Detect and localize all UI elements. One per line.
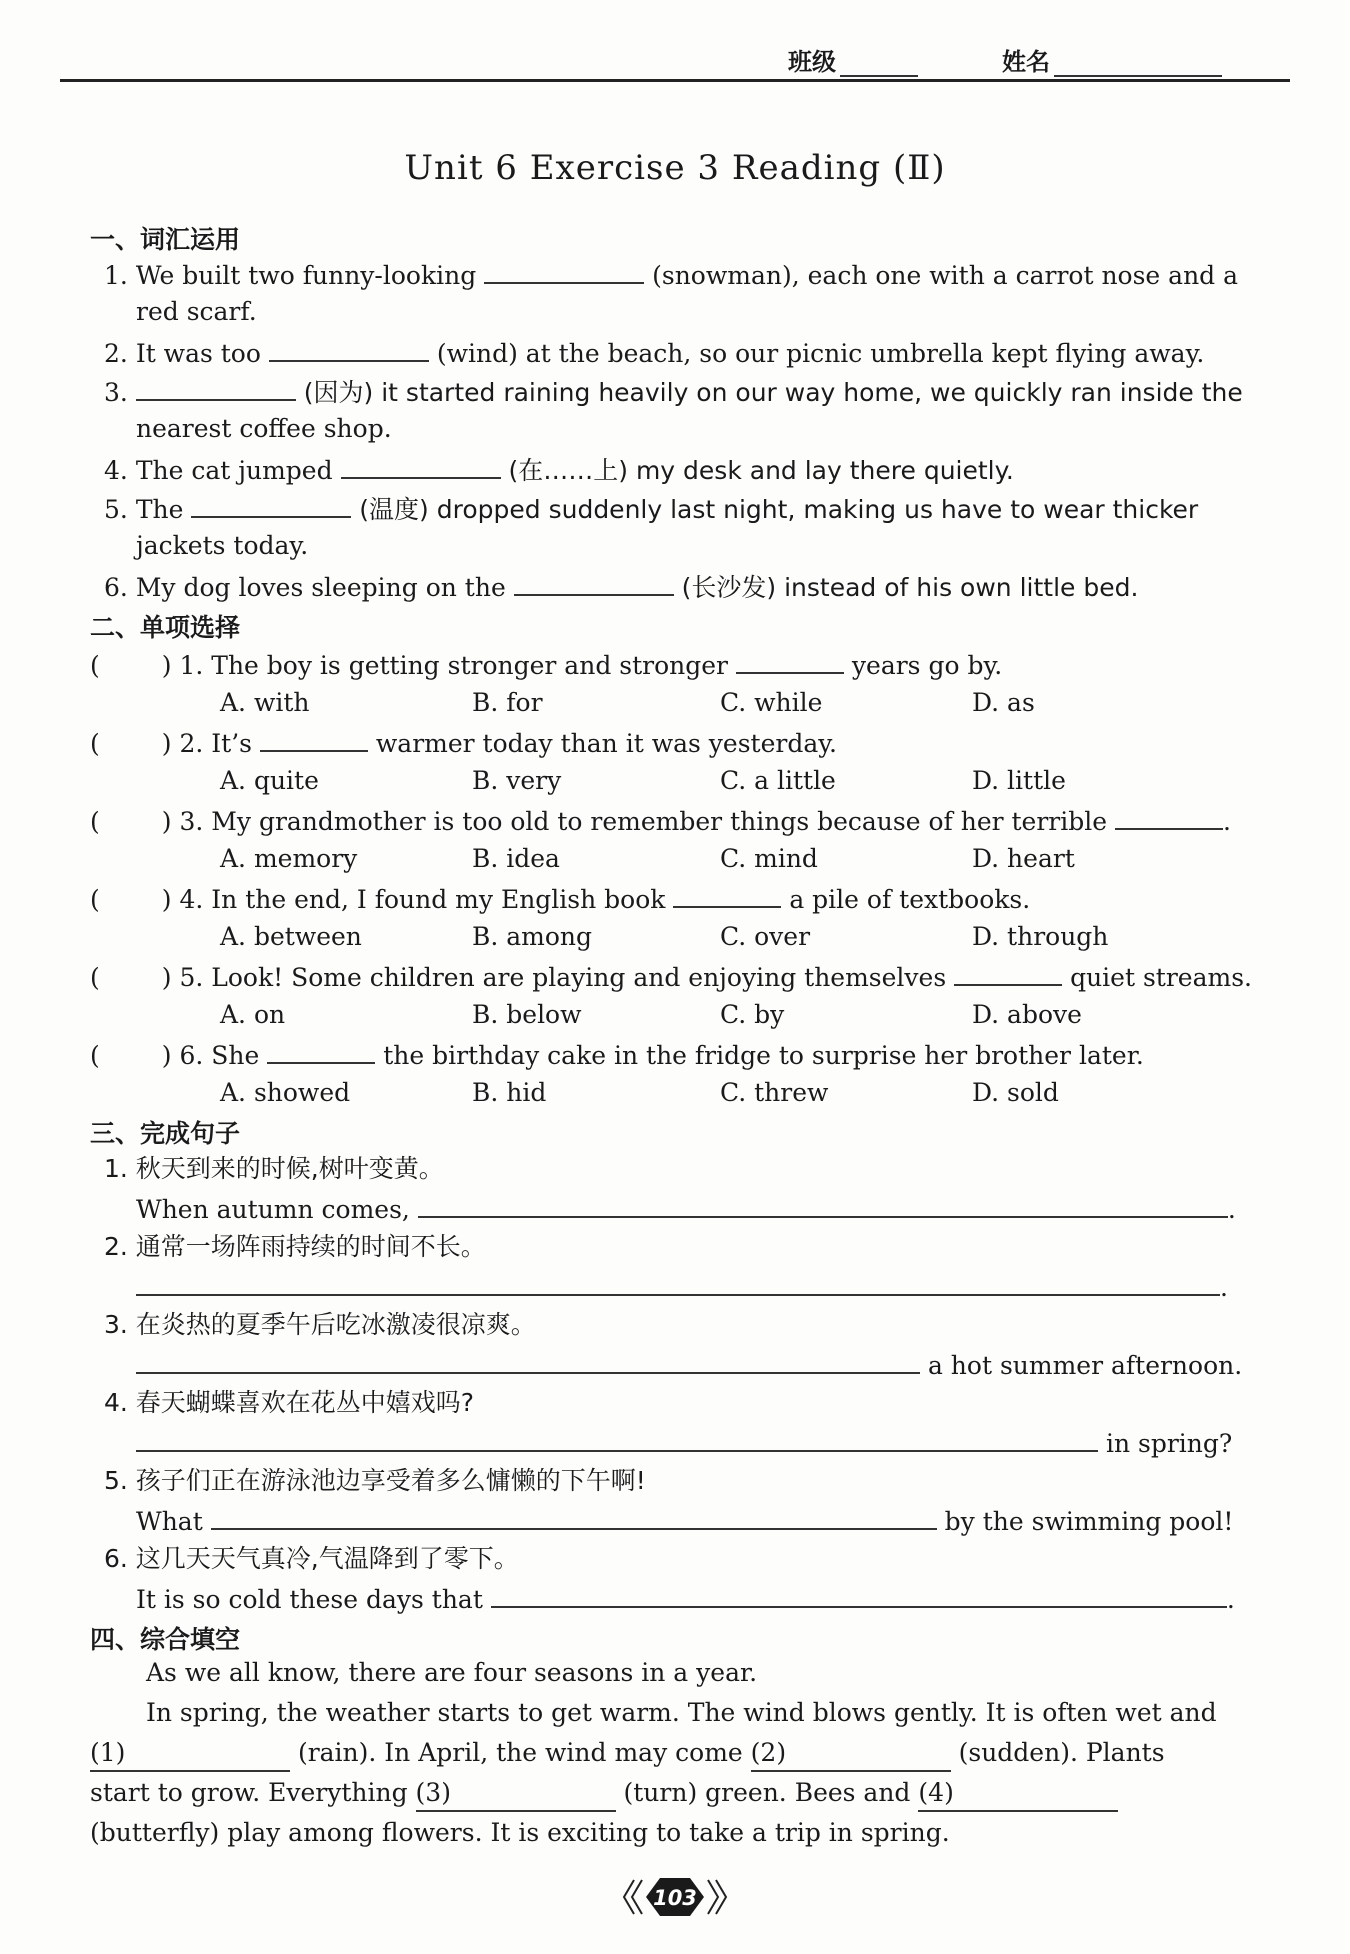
sentence-lead: What xyxy=(136,1507,203,1536)
question-text-after: years go by. xyxy=(851,651,1003,680)
passage-blank-2[interactable] xyxy=(751,1736,951,1772)
option-d[interactable]: D. little xyxy=(972,766,1066,795)
option-d[interactable]: D. above xyxy=(972,1000,1082,1029)
answer-paren-open: ( xyxy=(90,729,100,758)
item-hint: (wind) at the beach, so our picnic umbrella kept flying away. xyxy=(436,339,1205,368)
sentence-tail: by the swimming pool! xyxy=(944,1507,1234,1536)
answer-paren-open: ( xyxy=(90,963,100,992)
option-a[interactable]: A. quite xyxy=(220,766,319,795)
answer-blank[interactable] xyxy=(260,724,368,752)
sentence-5-answer xyxy=(136,1502,1233,1539)
question-text-after: the birthday cake in the fridge to surprise her brother later. xyxy=(383,1041,1144,1070)
sentence-2-prompt: 2. 通常一场阵雨持续的时间不长。 xyxy=(104,1232,486,1261)
question-text-after: quiet streams. xyxy=(1070,963,1252,992)
sentence-1-answer xyxy=(136,1190,1236,1227)
answer-blank[interactable] xyxy=(211,1502,937,1530)
section-4-heading: 四、综合填空 xyxy=(90,1625,241,1654)
answer-blank[interactable] xyxy=(514,568,674,596)
sentence-5-prompt: 5. 孩子们正在游泳池边享受着多么慵懒的下午啊! xyxy=(104,1466,646,1495)
option-a[interactable]: A. with xyxy=(220,688,310,717)
option-d[interactable]: D. through xyxy=(972,922,1109,951)
section-1-heading: 一、词汇运用 xyxy=(90,225,241,254)
question-text-after: a pile of textbooks. xyxy=(789,885,1031,914)
sentence-2-answer xyxy=(136,1268,1228,1305)
item-number: 4. xyxy=(104,456,128,485)
question-text: 5. Look! Some children are playing and enjoying themselves xyxy=(179,963,947,992)
option-b[interactable]: B. idea xyxy=(472,844,560,873)
question-text-after: warmer today than it was yesterday. xyxy=(375,729,837,758)
sentence-6-prompt: 6. 这几天天气真冷,气温降到了零下。 xyxy=(104,1544,519,1573)
answer-blank[interactable] xyxy=(269,334,429,362)
option-b[interactable]: B. for xyxy=(472,688,543,717)
mc-question-1 xyxy=(90,646,1002,683)
answer-paren-open: ( xyxy=(90,807,100,836)
item-number: 2. xyxy=(104,339,128,368)
name-label: 姓名 xyxy=(1002,48,1050,76)
sentence-tail: a hot summer afternoon. xyxy=(927,1351,1243,1380)
option-c[interactable]: C. a little xyxy=(720,766,836,795)
vocab-item-5 xyxy=(104,490,1198,527)
option-c[interactable]: C. threw xyxy=(720,1078,829,1107)
option-d[interactable]: D. heart xyxy=(972,844,1075,873)
vocab-item-5-cont: jackets today. xyxy=(136,531,309,560)
blank-number: (3) xyxy=(415,1778,451,1807)
option-c[interactable]: C. over xyxy=(720,922,811,951)
item-number: 1. xyxy=(104,261,128,290)
option-a[interactable]: A. between xyxy=(220,922,362,951)
answer-paren-close: ) xyxy=(161,729,172,758)
sentence-6-answer xyxy=(136,1580,1235,1617)
item-hint: (因为) it started raining heavily on our way home, we quickly ran inside the xyxy=(303,378,1243,407)
answer-paren-open: ( xyxy=(90,1041,100,1070)
mc-question-6 xyxy=(90,1036,1144,1073)
page-number-ornament-icon xyxy=(620,1874,730,1920)
item-text: My dog loves sleeping on the xyxy=(135,573,506,602)
passage-line-1: In spring, the weather starts to get warm. The wind blows gently. It is often wet and xyxy=(146,1698,1217,1727)
sentence-tail: in spring? xyxy=(1105,1429,1233,1458)
answer-blank[interactable] xyxy=(341,451,501,479)
class-field xyxy=(788,42,918,77)
option-c[interactable]: C. mind xyxy=(720,844,818,873)
vocab-item-4 xyxy=(104,451,1014,488)
option-b[interactable]: B. among xyxy=(472,922,593,951)
name-field xyxy=(1002,42,1222,77)
option-a[interactable]: A. memory xyxy=(220,844,358,873)
sentence-1-prompt: 1. 秋天到来的时候,树叶变黄。 xyxy=(104,1154,444,1183)
item-text: It was too xyxy=(135,339,261,368)
blank-number: (2) xyxy=(750,1738,787,1767)
vocab-item-1-cont: red scarf. xyxy=(136,297,257,326)
sentence-3-answer xyxy=(136,1346,1242,1383)
mc-question-3 xyxy=(90,802,1231,839)
passage-paragraph-1: As we all know, there are four seasons in a year. xyxy=(146,1658,758,1687)
answer-blank[interactable] xyxy=(736,646,844,674)
answer-paren-close: ) xyxy=(161,1041,172,1070)
sentence-lead: When autumn comes, xyxy=(136,1195,410,1224)
sentence-tail: . xyxy=(1227,1195,1236,1224)
vocab-item-3-cont: nearest coffee shop. xyxy=(136,414,392,443)
mc-question-4 xyxy=(90,880,1030,917)
question-text: 4. In the end, I found my English book xyxy=(179,885,666,914)
option-d[interactable]: D. as xyxy=(972,688,1035,717)
sentence-tail: . xyxy=(1220,1273,1228,1302)
class-label: 班级 xyxy=(788,48,836,76)
answer-paren-close: ) xyxy=(161,651,172,680)
section-2-heading: 二、单项选择 xyxy=(90,613,241,642)
page-number-badge xyxy=(620,1874,730,1920)
item-hint: (在……上) my desk and lay there quietly. xyxy=(508,456,1014,485)
item-number: 6. xyxy=(104,573,128,602)
name-input-line[interactable] xyxy=(1054,53,1222,77)
sentence-tail: . xyxy=(1226,1585,1235,1614)
vocab-item-3 xyxy=(104,373,1243,410)
item-hint: (长沙发) instead of his own little bed. xyxy=(681,573,1139,602)
item-number: 3. xyxy=(104,378,128,407)
passage-text: (turn) green. Bees and xyxy=(623,1778,911,1807)
option-b[interactable]: B. below xyxy=(472,1000,582,1029)
question-text: 6. She xyxy=(179,1041,260,1070)
question-text: 3. My grandmother is too old to remember things because of her terrible xyxy=(179,807,1108,836)
blank-number: (4) xyxy=(918,1778,954,1807)
sentence-3-prompt: 3. 在炎热的夏季午后吃冰激凌很凉爽。 xyxy=(104,1310,536,1339)
option-d[interactable]: D. sold xyxy=(972,1078,1059,1107)
class-input-line[interactable] xyxy=(840,53,918,77)
passage-line-4: (butterfly) play among flowers. It is exciting to take a trip in spring. xyxy=(90,1818,950,1847)
page-title: Unit 6 Exercise 3 Reading (Ⅱ) xyxy=(404,148,946,188)
answer-blank[interactable] xyxy=(484,256,644,284)
mc-question-2 xyxy=(90,724,837,761)
vocab-item-1 xyxy=(104,256,1238,293)
page-number: 103 xyxy=(653,1886,697,1910)
header xyxy=(780,40,1290,82)
option-c[interactable]: C. while xyxy=(720,688,823,717)
passage-blank-4[interactable] xyxy=(918,1776,1118,1812)
answer-paren-open: ( xyxy=(90,885,100,914)
answer-blank[interactable] xyxy=(136,373,296,401)
question-text: 1. The boy is getting stronger and stronger xyxy=(179,651,728,680)
sentence-4-answer xyxy=(136,1424,1232,1461)
answer-blank[interactable] xyxy=(418,1190,1228,1218)
passage-text: (rain). In April, the wind may come xyxy=(297,1738,743,1767)
answer-blank[interactable] xyxy=(673,880,781,908)
option-c[interactable]: C. by xyxy=(720,1000,785,1029)
answer-blank[interactable] xyxy=(136,1424,1098,1452)
answer-blank[interactable] xyxy=(136,1346,920,1374)
item-text: The cat jumped xyxy=(135,456,333,485)
sentence-4-prompt: 4. 春天蝴蝶喜欢在花丛中嬉戏吗? xyxy=(104,1388,475,1417)
vocab-item-2 xyxy=(104,334,1204,371)
answer-blank[interactable] xyxy=(136,1268,1220,1296)
item-text: The xyxy=(135,495,184,524)
passage-blank-1[interactable] xyxy=(90,1736,290,1772)
passage-text: (sudden). Plants xyxy=(958,1738,1165,1767)
item-hint: (温度) dropped suddenly last night, making us have to wear thicker xyxy=(359,495,1199,524)
header-rule xyxy=(60,79,1290,82)
passage-text: start to grow. Everything xyxy=(90,1778,408,1807)
item-text: We built two funny-looking xyxy=(135,261,477,290)
answer-blank[interactable] xyxy=(954,958,1062,986)
answer-paren-open: ( xyxy=(90,651,100,680)
sentence-lead: It is so cold these days that xyxy=(136,1585,483,1614)
passage-blank-3[interactable] xyxy=(416,1776,616,1812)
item-number: 5. xyxy=(104,495,128,524)
answer-paren-close: ) xyxy=(161,963,172,992)
answer-paren-close: ) xyxy=(161,885,172,914)
option-a[interactable]: A. on xyxy=(220,1000,286,1029)
option-a[interactable]: A. showed xyxy=(220,1078,351,1107)
section-3-heading: 三、完成句子 xyxy=(90,1119,241,1148)
item-hint: (snowman), each one with a carrot nose and a xyxy=(652,261,1239,290)
option-b[interactable]: B. very xyxy=(472,766,562,795)
vocab-item-6 xyxy=(104,568,1138,605)
question-text: 2. It’s xyxy=(179,729,252,758)
answer-blank[interactable] xyxy=(191,490,351,518)
blank-number: (1) xyxy=(90,1738,126,1767)
answer-blank[interactable] xyxy=(491,1580,1227,1608)
answer-paren-close: ) xyxy=(161,807,172,836)
mc-question-5 xyxy=(90,958,1252,995)
answer-blank[interactable] xyxy=(267,1036,375,1064)
option-b[interactable]: B. hid xyxy=(472,1078,547,1107)
answer-blank[interactable] xyxy=(1115,802,1223,830)
passage-line-3 xyxy=(90,1776,1118,1812)
passage-line-2 xyxy=(90,1736,1165,1772)
question-text-after: . xyxy=(1223,807,1231,836)
